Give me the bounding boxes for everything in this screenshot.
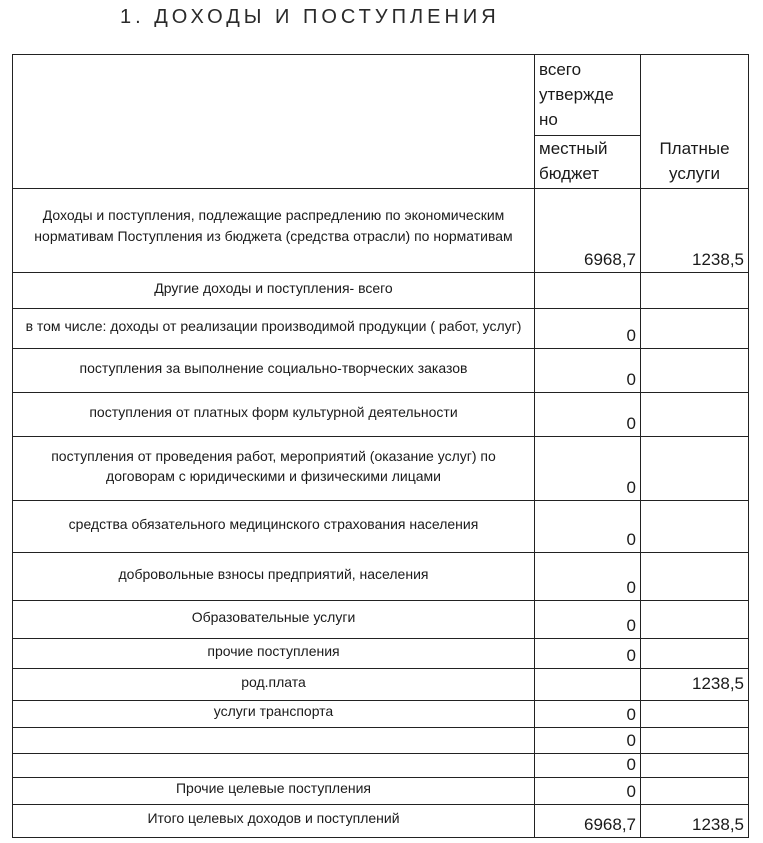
row-paid-services-value: 1238,5 [641, 805, 749, 838]
row-paid-services-value [641, 728, 749, 754]
row-paid-services-value [641, 639, 749, 669]
row-local-budget-value: 0 [535, 701, 641, 728]
row-label: Другие доходы и поступления- всего [13, 273, 535, 309]
row-local-budget-value: 0 [535, 754, 641, 778]
row-paid-services-value [641, 501, 749, 553]
row-local-budget-value: 0 [535, 778, 641, 805]
row-label: поступления от платных форм культурной деятельности [13, 393, 535, 437]
row-paid-services-value [641, 393, 749, 437]
table-row [13, 754, 749, 778]
row-label [13, 728, 535, 754]
row-label: Прочие целевые поступления [13, 778, 535, 805]
row-paid-services-value [641, 273, 749, 309]
table-row [13, 501, 749, 553]
row-paid-services-value [641, 309, 749, 349]
row-paid-services-value [641, 349, 749, 393]
row-local-budget-value [535, 669, 641, 701]
row-label: Доходы и поступления, подлежащие распредлению по экономическим нормативам Поступления из бюджета (средства отрасли) по нормативам [13, 189, 535, 273]
table-row [13, 701, 749, 728]
table-row [13, 601, 749, 639]
table-row [13, 437, 749, 501]
row-paid-services-value: 1238,5 [641, 669, 749, 701]
row-label: прочие поступления [13, 639, 535, 669]
header-total-approved: всего утвержде но [539, 60, 614, 129]
row-local-budget-value: 0 [535, 309, 641, 349]
row-paid-services-value [641, 553, 749, 601]
row-paid-services-value [641, 754, 749, 778]
row-label: род.плата [13, 669, 535, 701]
row-label: услуги транспорта [13, 701, 535, 728]
table-row [13, 669, 749, 701]
row-label: добровольные взносы предприятий, населения [13, 553, 535, 601]
header-local-budget-label: местный бюджет [535, 135, 640, 186]
table-row [13, 639, 749, 669]
row-paid-services-value [641, 701, 749, 728]
table-row [13, 393, 749, 437]
row-local-budget-value: 6968,7 [535, 189, 641, 273]
row-local-budget-value: 0 [535, 728, 641, 754]
row-local-budget-value [535, 273, 641, 309]
table-row [13, 728, 749, 754]
row-paid-services-value: 1238,5 [641, 189, 749, 273]
table-row [13, 778, 749, 805]
row-label: Итого целевых доходов и поступлений [13, 805, 535, 838]
header-label-cell [13, 55, 535, 189]
row-local-budget-value: 0 [535, 553, 641, 601]
row-label: Образовательные услуги [13, 601, 535, 639]
table-row [13, 805, 749, 838]
row-local-budget-value: 0 [535, 349, 641, 393]
income-table [12, 54, 749, 838]
row-local-budget-value: 0 [535, 601, 641, 639]
row-paid-services-value [641, 437, 749, 501]
row-paid-services-value [641, 601, 749, 639]
header-local-budget [535, 55, 641, 189]
income-table-body [13, 55, 749, 838]
row-local-budget-value: 6968,7 [535, 805, 641, 838]
row-local-budget-value: 0 [535, 501, 641, 553]
row-label: поступления за выполнение социально-творческих заказов [13, 349, 535, 393]
table-row [13, 553, 749, 601]
table-row [13, 349, 749, 393]
table-row [13, 273, 749, 309]
header-row [13, 55, 749, 189]
table-row [13, 309, 749, 349]
row-local-budget-value: 0 [535, 437, 641, 501]
row-label: поступления от проведения работ, мероприятий (оказание услуг) по договорам с юридическими и физическими лицами [13, 437, 535, 501]
row-paid-services-value [641, 778, 749, 805]
row-label [13, 754, 535, 778]
row-local-budget-value: 0 [535, 639, 641, 669]
header-paid-services: Платные услуги [641, 55, 749, 189]
row-label: средства обязательного медицинского страхования населения [13, 501, 535, 553]
row-local-budget-value: 0 [535, 393, 641, 437]
section-title: 1. ДОХОДЫ И ПОСТУПЛЕНИЯ [120, 6, 500, 28]
row-label: в том числе: доходы от реализации производимой продукции ( работ, услуг) [13, 309, 535, 349]
table-row [13, 189, 749, 273]
